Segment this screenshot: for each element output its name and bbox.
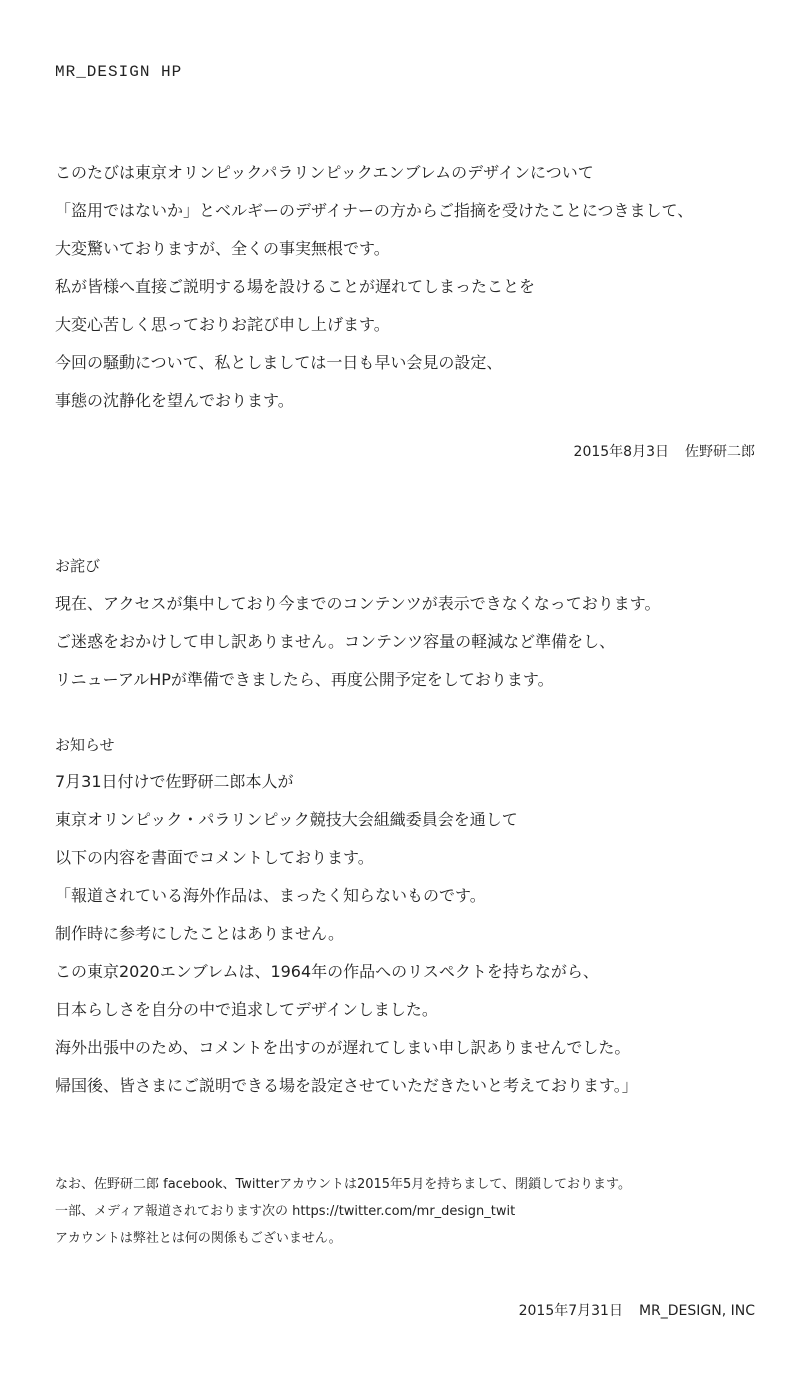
apology-line: リニューアルHPが準備できましたら、再度公開予定をしております。 [55,670,554,689]
notes-line: 一部、メディア報道されております次の https://twitter.com/mr_design_twit [55,1204,516,1219]
statement-line: 事態の沈静化を望んでおります。 [55,391,294,410]
statement-line: 「盗用ではないか」とベルギーのデザイナーの方からご指摘を受けたことにつきまして、 [55,201,694,220]
statement-date: 2015年8月3日 [573,444,669,460]
notice-line: 以下の内容を書面でコメントしております。 [55,848,374,867]
statement-line: 今回の騒動について、私としましては一日も早い会見の設定、 [55,353,503,372]
notes-line: アカウントは弊社とは何の関係もございません。 [55,1231,342,1246]
notes-line: なお、佐野研二郎 facebook、Twitterアカウントは2015年5月を持ちまして、閉鎖しております。 [55,1177,632,1192]
notice-line: 海外出張中のため、コメントを出すのが遅れてしまい申し訳ありませんでした。 [55,1038,631,1057]
apology-section [55,556,775,576]
notes-date: 2015年7月31日 [518,1303,623,1319]
statement-line: 大変心苦しく思っておりお詫び申し上げます。 [55,315,390,334]
notice-line: 「報道されている海外作品は、まったく知らないものです。 [55,886,486,905]
notice-line: 7月31日付けで佐野研二郎本人が [55,772,294,791]
notice-line: 帰国後、皆さまにご説明できる場を設定させていただきたいと考えております。」 [55,1076,638,1095]
statement-line: 大変驚いておりますが、全くの事実無根です。 [55,239,390,258]
apology-body [55,585,775,699]
apology-heading: お詫び [55,557,101,575]
notice-body [55,763,775,1105]
notice-line: 制作時に参考にしたことはありません。 [55,924,344,943]
company-name: MR_DESIGN, INC [638,1303,755,1319]
notice-heading: お知らせ [55,736,115,754]
site-title: MR_DESIGN HP [55,63,183,81]
apology-line: 現在、アクセスが集中しており今までのコンテンツが表示できなくなっております。 [55,594,661,613]
notes-body [55,1171,775,1252]
statement-line: このたびは東京オリンピックパラリンピックエンブレムのデザインについて [55,163,594,182]
statement-body [55,154,775,420]
statement-signature [574,442,755,462]
statement-signer: 佐野研二郎 [685,444,755,460]
statement-line: 私が皆様へ直接ご説明する場を設けることが遅れてしまったことを [55,277,536,296]
notice-section [55,735,775,755]
notice-line: 日本らしさを自分の中で追求してデザインしました。 [55,1000,438,1019]
apology-line: ご迷惑をおかけして申し訳ありません。コンテンツ容量の軽減など準備をし、 [55,632,616,651]
company-signature [519,1301,755,1321]
notice-line: 東京オリンピック・パラリンピック競技大会組織委員会を通して [55,810,518,829]
notice-line: この東京2020エンブレムは、1964年の作品へのリスペクトを持ちながら、 [55,962,599,981]
